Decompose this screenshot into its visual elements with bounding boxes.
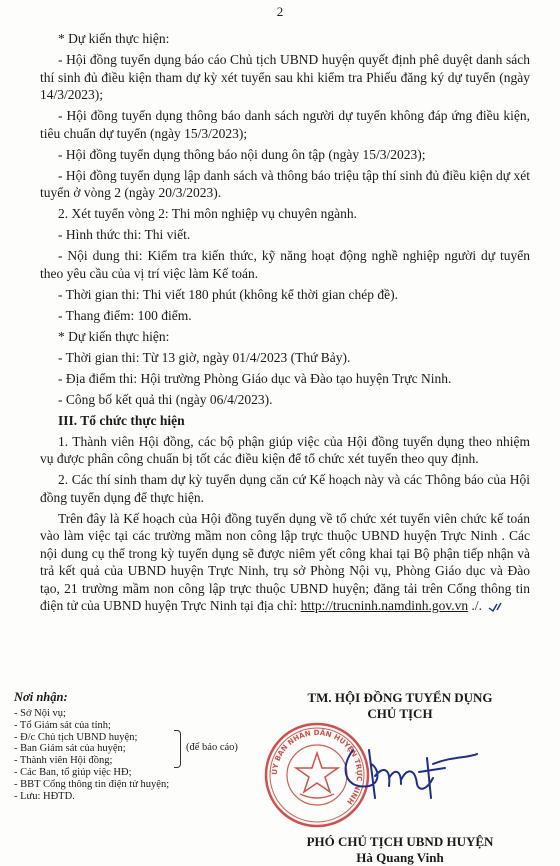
recipient-item: - Tổ Giám sát của tỉnh;	[14, 719, 111, 731]
document-body	[40, 30, 530, 618]
website-link[interactable]: http://trucninh.namdinh.gov.vn	[300, 598, 469, 613]
paragraph: - Hội đồng tuyển dụng thông báo nội dung ôn tập (ngày 15/3/2023);	[58, 146, 426, 162]
seal-text: ỦY BAN NHÂN DÂN HUYỆN TRỰC NINH	[269, 727, 365, 807]
paragraph: - Thời gian thi: Từ 13 giờ, ngày 01/4/2023 (Thứ Bảy).	[58, 349, 351, 365]
signature-title: PHÓ CHỦ TỊCH UBND HUYỆN	[306, 834, 494, 849]
page-number: 2	[276, 4, 284, 19]
closing-text: Trên đây là Kế hoạch của Hội đồng tuyển dụng về tổ chức xét tuyển viên chức kế toán vào làm việc tại các trường mầm non công lập trực thuộc UBND huyện Trực Ninh . Các nội dung cụ thể trong kỳ tuyển dụng sẽ được niêm yết công khai tại Bộ phận tiếp nhận và trả kết quả của UBND huyện Trực Ninh, trụ sở Phòng Nội vụ, Phòng Giáo dục và Đào tạo, 21 trường mầm non công lập trực thuộc UBND huyện; đăng tải trên Cổng thông tin điện tử của UBND huyện Trực Ninh tại địa chỉ:	[40, 510, 530, 613]
paragraph: - Hình thức thi: Thi viết.	[58, 227, 191, 242]
handwritten-signature-icon	[335, 728, 485, 808]
recipient-item: - Thành viên Hội đồng;	[14, 755, 113, 767]
closing-paragraph	[40, 510, 530, 615]
recipient-item: - Ban Giám sát của huyện;	[14, 743, 126, 755]
recipient-item: - Sở Nội vụ;	[14, 708, 66, 719]
recipient-item: - Lưu: HĐTD.	[14, 790, 75, 802]
signer-name: Hà Quang Vinh	[356, 850, 444, 865]
recipients-block	[14, 690, 244, 802]
paragraph: 2. Các thí sinh tham dự kỳ tuyển dụng căn cứ Kế hoạch này và các Thông báo của Hội đồng tuyển dụng để thực hiện.	[40, 472, 530, 505]
recipients-list	[14, 708, 244, 802]
paragraph: - Công bố kết quả thi (ngày 06/4/2023).	[58, 391, 273, 407]
recipient-item: - Đ/c Chủ tịch UBND huyện;	[14, 731, 138, 743]
paragraph: * Dự kiến thực hiện:	[58, 328, 170, 344]
paragraph: - Hội đồng tuyển dụng báo cáo Chủ tịch UBND huyện quyết định phê duyệt danh sách thí sinh đủ điều kiện tham dự kỳ xét tuyển sau khi kiểm tra Phiếu đăng ký dự tuyển (ngày 14/3/2023);	[40, 52, 530, 102]
signature-org: TM. HỘI ĐỒNG TUYỂN DỤNG	[307, 690, 493, 705]
recipient-item: - BBT Cổng thông tin điện tử huyện;	[14, 778, 170, 790]
paragraph: - Thời gian thi: Thi viết 180 phút (không kể thời gian chép đề).	[58, 286, 398, 302]
recipient-item: - Các Ban, tổ giúp việc HĐ;	[14, 766, 132, 778]
recipients-title: Nơi nhận:	[14, 690, 68, 704]
signature-block	[269, 690, 520, 866]
paragraph: 1. Thành viên Hội đồng, các bộ phận giúp việc của Hội đồng tuyển dụng theo nhiệm vụ được phân công chuẩn bị tốt các điều kiện để tổ chức xét tuyển theo quy định.	[40, 433, 530, 466]
paragraph: - Hội đồng tuyển dụng thông báo danh sách người dự tuyển không đáp ứng điều kiện, tiêu chuẩn dự tuyển (ngày 15/3/2023);	[40, 108, 530, 141]
initial-mark-icon	[488, 602, 504, 612]
paragraph: 2. Xét tuyển vòng 2: Thi môn nghiệp vụ chuyên ngành.	[58, 206, 357, 221]
bracket-note: (để báo cáo)	[186, 742, 238, 753]
paragraph: * Dự kiến thực hiện:	[58, 31, 170, 46]
signature-role: CHỦ TỊCH	[367, 706, 433, 721]
paragraph: - Thang điểm: 100 điểm.	[58, 307, 192, 323]
paragraph: - Địa điểm thi: Hội trường Phòng Giáo dục và Đào tạo huyện Trực Ninh.	[58, 370, 452, 386]
paragraph: - Nội dung thi: Kiểm tra kiến thức, kỹ năng hoạt động nghề nghiệp người dự tuyển theo yêu cầu của vị trí việc làm Kế toán.	[40, 248, 530, 281]
section-heading: III. Tổ chức thực hiện	[58, 412, 185, 428]
closing-suffix: ./.	[468, 598, 482, 613]
seal-and-signature	[269, 722, 520, 814]
bracket-brace	[174, 730, 181, 768]
paragraph: - Hội đồng tuyển dụng lập danh sách và thông báo triệu tập thí sinh đủ điều kiện dự xét tuyển ở vòng 2 (ngày 20/3/2023).	[40, 167, 530, 200]
